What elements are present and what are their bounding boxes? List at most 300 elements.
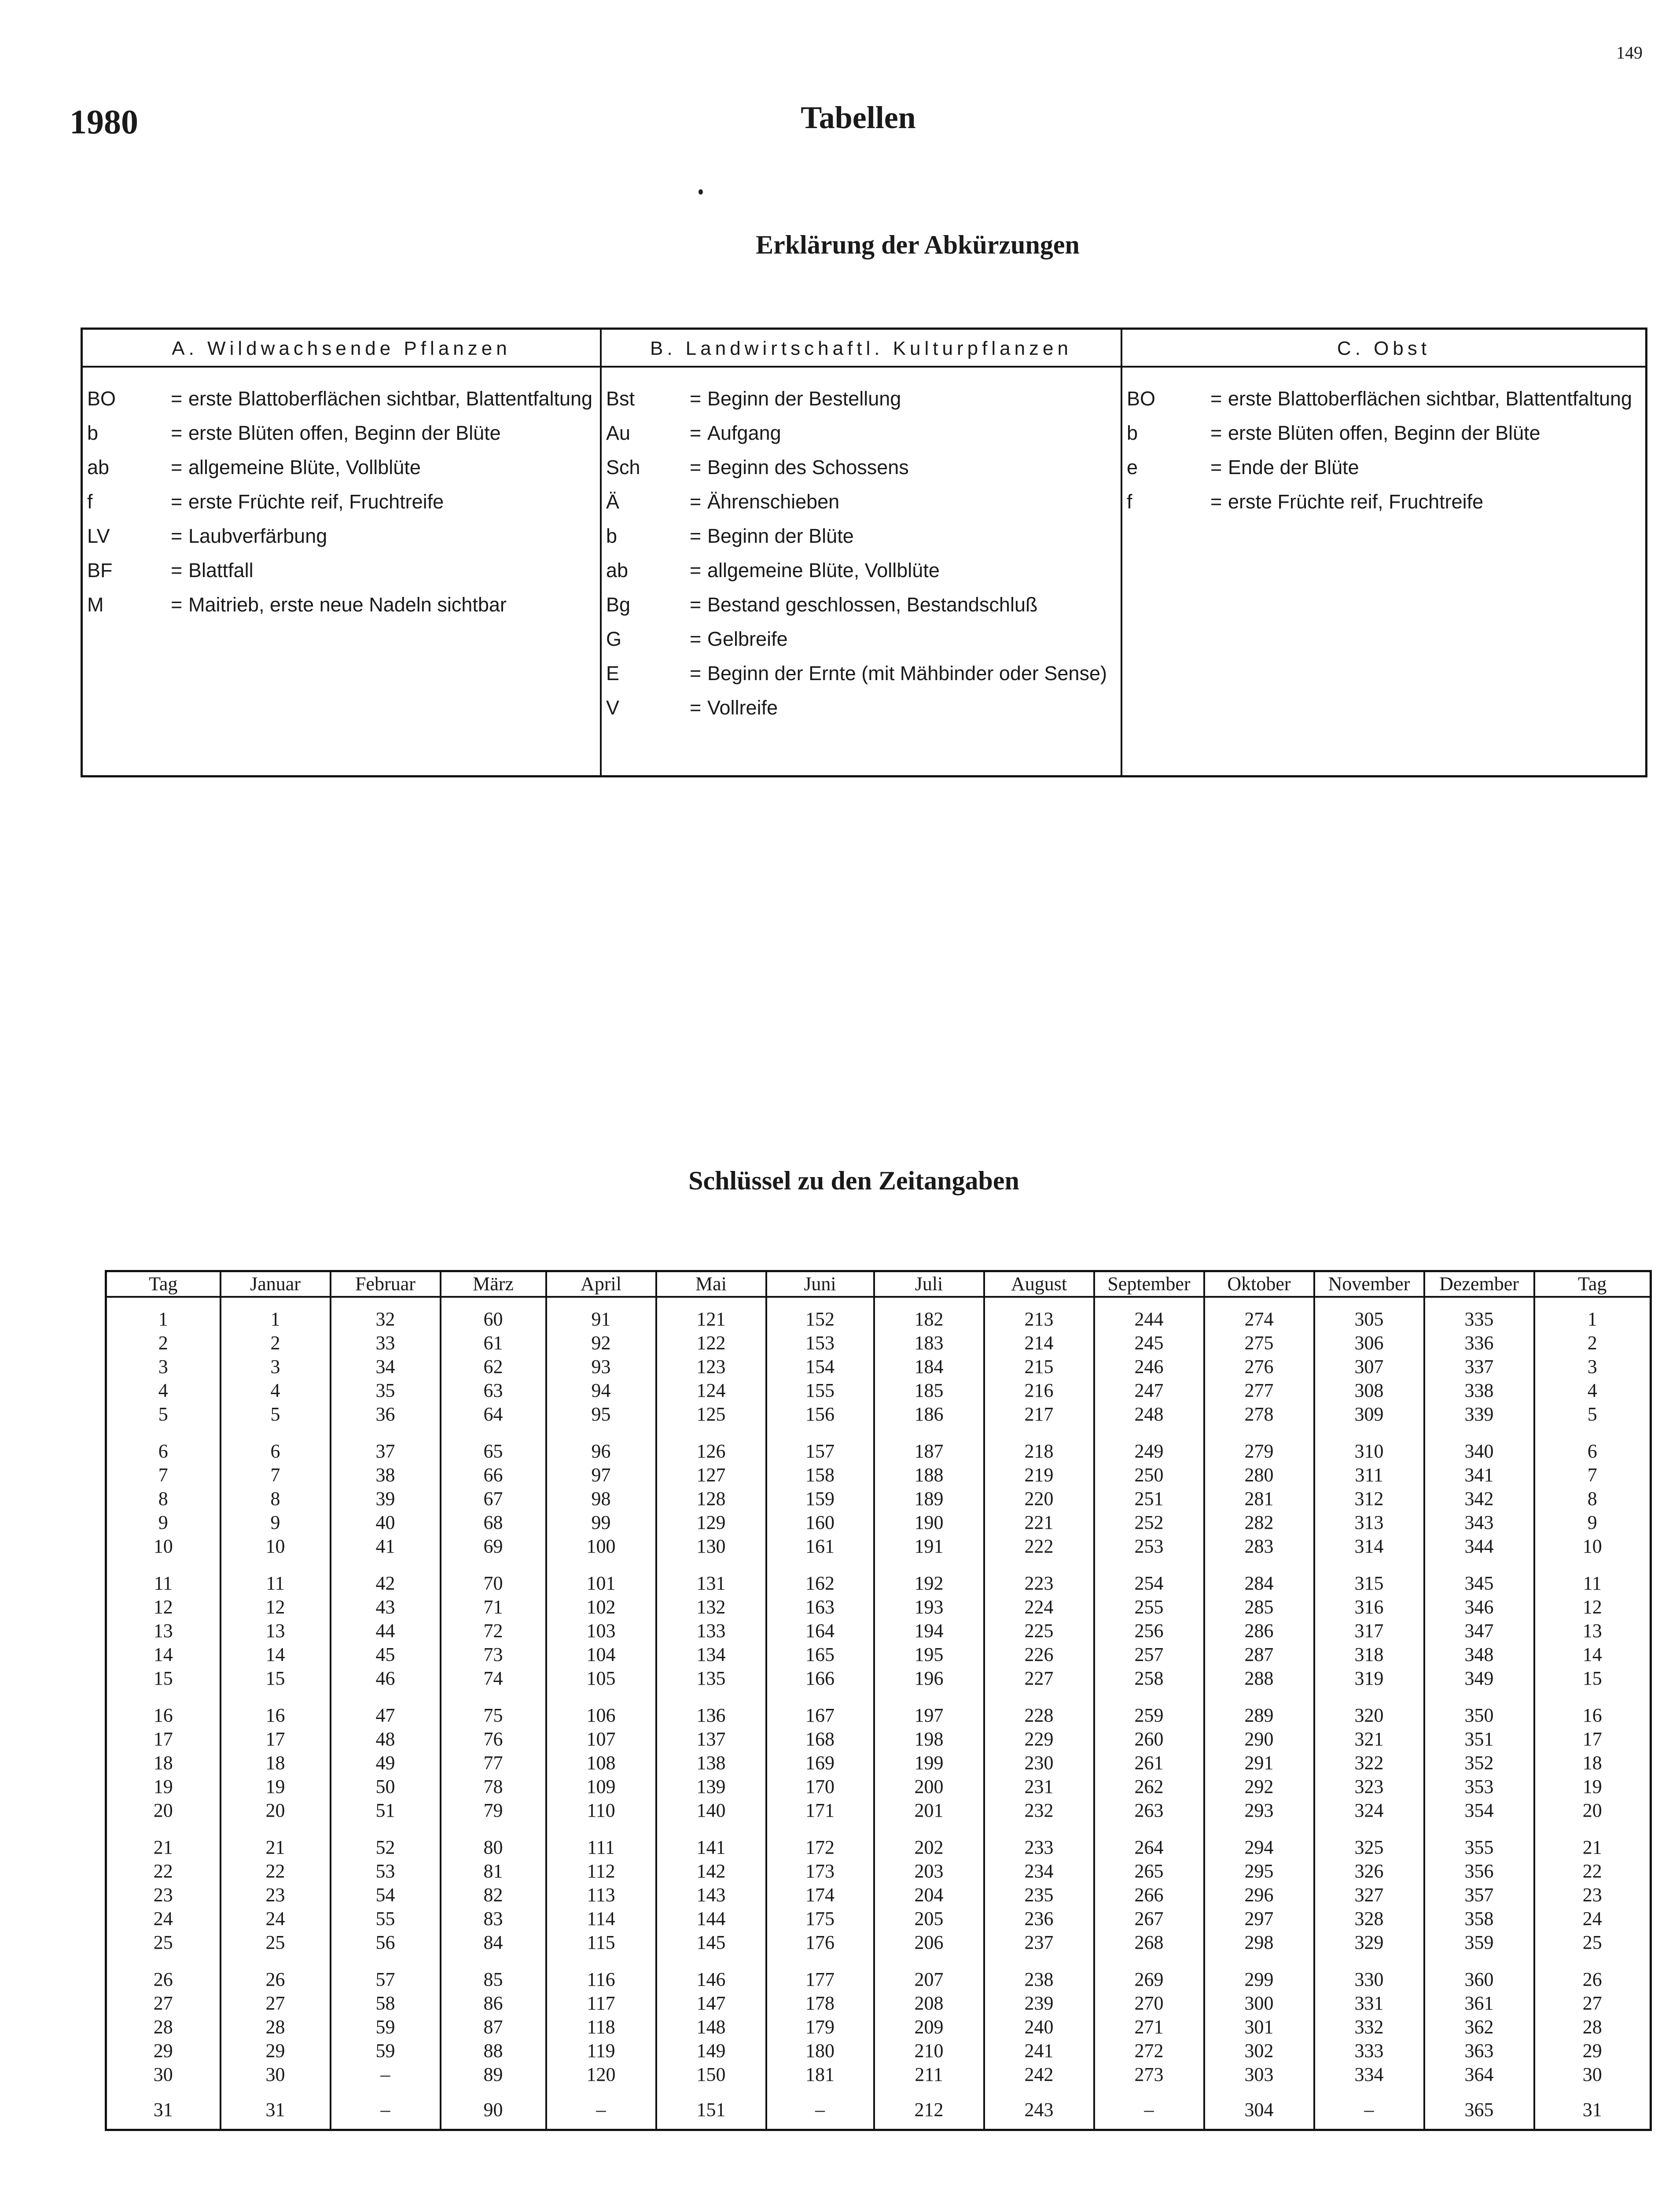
table-cell: 325 [1314,1822,1424,1859]
abbr-description: Beginn der Blüte [707,525,854,547]
table-cell: 200 [874,1775,984,1799]
table-cell: 196 [874,1667,984,1690]
abbr-item [1122,421,1645,445]
abbr-item [1122,490,1645,514]
table-cell: 282 [1204,1511,1314,1535]
abbr-code: M [87,593,104,616]
table-cell: 30 [221,2063,331,2087]
table-row [106,1619,1651,1643]
table-cell: 178 [766,1991,874,2015]
abbr-equals: = [690,490,702,513]
abbr-description: erste Blüten offen, Beginn der Blüte [188,422,501,444]
abbr-equals: = [171,593,183,616]
table-cell: 28 [1534,2015,1651,2039]
table-cell: 18 [106,1751,221,1775]
table-cell: 197 [874,1690,984,1727]
table-cell: 341 [1424,1463,1534,1487]
table-cell: 31 [106,2087,221,2130]
abbr-equals: = [1210,456,1222,478]
table-cell: 188 [874,1463,984,1487]
table-cell: 3 [106,1355,221,1379]
table-cell: 98 [546,1487,656,1511]
table-cell: 15 [106,1667,221,1690]
table-cell: 320 [1314,1690,1424,1727]
abbr-item [602,387,1121,411]
table-cell: 337 [1424,1355,1534,1379]
table-cell: 271 [1094,2015,1204,2039]
abbr-code: ab [606,559,629,582]
table-cell: 87 [441,2015,546,2039]
abbr-column-heading: A. Wildwachsende Pflanzen [83,330,600,368]
abbr-equals: = [690,696,702,719]
table-cell: 159 [766,1487,874,1511]
abbr-equals: = [690,387,702,410]
table-cell: 92 [546,1331,656,1355]
table-cell: 162 [766,1558,874,1595]
table-cell: 4 [106,1379,221,1402]
table-cell: 174 [766,1883,874,1907]
table-cell: 72 [441,1619,546,1643]
table-cell: 114 [546,1907,656,1931]
table-cell: 22 [1534,1859,1651,1883]
abbr-equals: = [690,525,702,547]
table-cell: 47 [331,1690,441,1727]
column-header: November [1314,1271,1424,1297]
table-cell: 203 [874,1859,984,1883]
table-cell: 76 [441,1727,546,1751]
table-cell: 25 [221,1931,331,1954]
table-cell: 50 [331,1775,441,1799]
abbr-equals: = [690,456,702,478]
abbr-equals: = [171,525,183,547]
table-cell: 28 [221,2015,331,2039]
table-cell: 122 [656,1331,766,1355]
table-row [106,1595,1651,1619]
table-cell: 192 [874,1558,984,1595]
abbr-code: Au [606,422,631,444]
table-row [106,1426,1651,1463]
table-cell: 168 [766,1727,874,1751]
table-cell: 172 [766,1822,874,1859]
table-cell: 326 [1314,1859,1424,1883]
table-cell: 223 [984,1558,1094,1595]
table-cell: 19 [106,1775,221,1799]
table-cell: 65 [441,1426,546,1463]
abbr-item [602,593,1121,617]
table-cell: 298 [1204,1931,1314,1954]
table-cell: 80 [441,1822,546,1859]
table-cell: 358 [1424,1907,1534,1931]
table-cell: 305 [1314,1297,1424,1331]
table-cell: 143 [656,1883,766,1907]
table-cell: 59 [331,2015,441,2039]
table-cell: 245 [1094,1331,1204,1355]
table-cell: 182 [874,1297,984,1331]
table-cell: 222 [984,1535,1094,1558]
table-cell: 10 [106,1535,221,1558]
column-header: September [1094,1271,1204,1297]
table-cell: 312 [1314,1487,1424,1511]
table-cell: 26 [221,1954,331,1991]
table-cell: 214 [984,1331,1094,1355]
table-row [106,1883,1651,1907]
table-cell: 310 [1314,1426,1424,1463]
table-row [106,1297,1651,1331]
table-cell: 328 [1314,1907,1424,1931]
table-cell: 110 [546,1799,656,1822]
table-cell: 171 [766,1799,874,1822]
table-cell: 32 [331,1297,441,1331]
table-cell: 17 [221,1727,331,1751]
abbreviations-box [81,328,1647,777]
column-header: Dezember [1424,1271,1534,1297]
table-cell: 6 [221,1426,331,1463]
table-cell: 106 [546,1690,656,1727]
table-cell: 315 [1314,1558,1424,1595]
abbr-list [1122,368,1645,514]
table-cell: 17 [106,1727,221,1751]
table-cell: 83 [441,1907,546,1931]
table-cell: 247 [1094,1379,1204,1402]
table-cell: 124 [656,1379,766,1402]
table-cell: 285 [1204,1595,1314,1619]
table-cell: 40 [331,1511,441,1535]
table-cell: 13 [1534,1619,1651,1643]
table-cell: 22 [106,1859,221,1883]
abbr-equals: = [1210,387,1222,410]
table-cell: 11 [106,1558,221,1595]
table-row [106,1558,1651,1595]
table-cell: 70 [441,1558,546,1595]
abbr-column-wild-plants [83,330,600,775]
table-cell: 281 [1204,1487,1314,1511]
table-cell: 9 [221,1511,331,1535]
table-cell: 51 [331,1799,441,1822]
abbr-code: f [1127,490,1132,513]
table-cell: 307 [1314,1355,1424,1379]
table-cell: 46 [331,1667,441,1690]
table-cell: 8 [1534,1487,1651,1511]
table-cell: 170 [766,1775,874,1799]
table-body [106,1297,1651,2130]
table-cell: 148 [656,2015,766,2039]
table-cell: 17 [1534,1727,1651,1751]
table-cell: 257 [1094,1643,1204,1667]
table-cell: 229 [984,1727,1094,1751]
table-cell: 233 [984,1822,1094,1859]
table-cell: 163 [766,1595,874,1619]
abbr-item [602,696,1121,720]
abbr-code: BO [1127,387,1156,410]
table-cell: 64 [441,1402,546,1426]
table-cell: 258 [1094,1667,1204,1690]
table-cell: 2 [221,1331,331,1355]
table-cell: 309 [1314,1402,1424,1426]
abbr-item [1122,456,1645,479]
table-cell: 308 [1314,1379,1424,1402]
table-cell: 262 [1094,1775,1204,1799]
table-cell: 113 [546,1883,656,1907]
table-row [106,1667,1651,1690]
abbr-description: Aufgang [707,422,781,444]
abbr-description: Ährenschieben [707,490,840,513]
table-cell: 26 [1534,1954,1651,1991]
table-cell: 201 [874,1799,984,1822]
table-cell: 256 [1094,1619,1204,1643]
abbr-list [83,368,600,617]
abbr-item [1122,387,1645,411]
table-cell: 54 [331,1883,441,1907]
table-cell: 230 [984,1751,1094,1775]
table-cell: 62 [441,1355,546,1379]
table-cell: 69 [441,1535,546,1558]
table-cell: 12 [1534,1595,1651,1619]
table-cell: 111 [546,1822,656,1859]
table-cell: 357 [1424,1883,1534,1907]
table-cell: 351 [1424,1727,1534,1751]
table-cell: 22 [221,1859,331,1883]
year-label: 1980 [70,103,138,141]
abbr-description: Gelbreife [707,628,788,650]
table-cell: 108 [546,1751,656,1775]
table-cell: 311 [1314,1463,1424,1487]
table-cell: 179 [766,2015,874,2039]
table-cell: 4 [221,1379,331,1402]
table-cell: 156 [766,1402,874,1426]
table-cell: 31 [221,2087,331,2130]
table-cell: 12 [221,1595,331,1619]
table-cell: 235 [984,1883,1094,1907]
table-cell: 261 [1094,1751,1204,1775]
table-cell: 34 [331,1355,441,1379]
table-cell: 33 [331,1331,441,1355]
table-cell: 296 [1204,1883,1314,1907]
table-cell: 2 [1534,1331,1651,1355]
table-cell: 348 [1424,1643,1534,1667]
table-cell: 254 [1094,1558,1204,1595]
table-cell: 360 [1424,1954,1534,1991]
abbr-item [83,593,600,617]
table-cell: 152 [766,1297,874,1331]
table-cell: 211 [874,2063,984,2087]
table-cell: 346 [1424,1595,1534,1619]
table-cell: 239 [984,1991,1094,2015]
table-cell: 153 [766,1331,874,1355]
table-cell: 118 [546,2015,656,2039]
table-cell: 302 [1204,2039,1314,2063]
key-title: Schlüssel zu den Zeitangaben [688,1166,1019,1195]
table-cell: 205 [874,1907,984,1931]
column-header: Juli [874,1271,984,1297]
table-cell: 107 [546,1727,656,1751]
table-cell: 176 [766,1931,874,1954]
table-cell: 218 [984,1426,1094,1463]
table-row [106,1727,1651,1751]
abbr-code: BO [87,387,116,410]
table-cell: 94 [546,1379,656,1402]
table-cell: 19 [221,1775,331,1799]
table-cell: 86 [441,1991,546,2015]
table-cell: 167 [766,1690,874,1727]
column-header: Februar [331,1271,441,1297]
table-cell: 198 [874,1727,984,1751]
table-row [106,1355,1651,1379]
abbr-item [83,387,600,411]
table-cell: 44 [331,1619,441,1643]
table-cell: 338 [1424,1379,1534,1402]
table-cell: 71 [441,1595,546,1619]
table-cell: 165 [766,1643,874,1667]
abbr-description: Bestand geschlossen, Bestandschluß [707,593,1038,616]
table-cell: 146 [656,1954,766,1991]
table-cell: 248 [1094,1402,1204,1426]
table-cell: 116 [546,1954,656,1991]
table-cell: 268 [1094,1931,1204,1954]
table-cell: 29 [1534,2039,1651,2063]
abbr-item [602,524,1121,548]
table-cell: 123 [656,1355,766,1379]
table-cell: 100 [546,1535,656,1558]
table-cell: 180 [766,2039,874,2063]
table-row [106,1690,1651,1727]
table-cell: 3 [1534,1355,1651,1379]
table-cell: 284 [1204,1558,1314,1595]
abbr-equals: = [690,422,702,444]
table-cell: 241 [984,2039,1094,2063]
table-cell: 195 [874,1643,984,1667]
abbr-column-heading: B. Landwirtschaftl. Kulturpflanzen [602,330,1121,368]
table-row [106,1954,1651,1991]
table-cell: 273 [1094,2063,1204,2087]
table-cell: 189 [874,1487,984,1511]
table-cell: 342 [1424,1487,1534,1511]
table-cell: 14 [1534,1643,1651,1667]
table-cell: 210 [874,2039,984,2063]
table-cell: 363 [1424,2039,1534,2063]
table-row [106,1643,1651,1667]
table-row [106,2063,1651,2087]
abbr-description: Maitrieb, erste neue Nadeln sichtbar [188,593,507,616]
abbr-code: b [606,525,618,547]
abbr-code: LV [87,525,110,547]
table-cell: 13 [106,1619,221,1643]
table-cell: 244 [1094,1297,1204,1331]
table-cell: 5 [106,1402,221,1426]
table-cell: 2 [106,1331,221,1355]
table-cell: 350 [1424,1690,1534,1727]
abbr-description: erste Blattoberflächen sichtbar, Blattentfaltung [188,387,593,410]
table-cell: 332 [1314,2015,1424,2039]
table-cell: 49 [331,1751,441,1775]
table-cell: 136 [656,1690,766,1727]
table-cell: 53 [331,1859,441,1883]
table-cell: 249 [1094,1426,1204,1463]
table-cell: 191 [874,1535,984,1558]
table-cell: 56 [331,1931,441,1954]
table-row [106,2015,1651,2039]
abbr-description: Beginn des Schossens [707,456,909,478]
table-cell: 29 [221,2039,331,2063]
table-cell: 21 [221,1822,331,1859]
table-cell: 10 [1534,1535,1651,1558]
abbr-description: erste Blüten offen, Beginn der Blüte [1228,422,1540,444]
table-cell: 63 [441,1379,546,1402]
table-cell: 217 [984,1402,1094,1426]
table-cell: 149 [656,2039,766,2063]
table-row [106,2087,1651,2130]
table-cell: 16 [1534,1690,1651,1727]
table-cell: 216 [984,1379,1094,1402]
abbr-description: Vollreife [707,696,778,719]
abbr-item [602,627,1121,651]
table-cell: 221 [984,1511,1094,1535]
table-cell: 267 [1094,1907,1204,1931]
abbr-item [83,490,600,514]
table-cell: 145 [656,1931,766,1954]
abbr-code: f [87,490,93,513]
table-cell: 347 [1424,1619,1534,1643]
table-cell: 141 [656,1822,766,1859]
print-speck [698,189,703,195]
table-cell: – [766,2087,874,2130]
table-cell: 19 [1534,1775,1651,1799]
table-cell: 364 [1424,2063,1534,2087]
table-cell: 294 [1204,1822,1314,1859]
table-cell: 158 [766,1463,874,1487]
table-cell: 272 [1094,2039,1204,2063]
table-cell: 127 [656,1463,766,1487]
table-cell: – [1314,2087,1424,2130]
table-cell: 226 [984,1643,1094,1667]
table-cell: 37 [331,1426,441,1463]
table-cell: 93 [546,1355,656,1379]
abbr-item [83,524,600,548]
table-cell: 57 [331,1954,441,1991]
abbr-description: erste Blattoberflächen sichtbar, Blattentfaltung [1228,387,1632,410]
abbr-item [602,662,1121,685]
table-cell: 231 [984,1775,1094,1799]
table-cell: 67 [441,1487,546,1511]
table-cell: 287 [1204,1643,1314,1667]
table-cell: 139 [656,1775,766,1799]
table-cell: 263 [1094,1799,1204,1822]
abbr-code: G [606,628,622,650]
table-cell: 7 [221,1463,331,1487]
table-cell: 16 [221,1690,331,1727]
table-cell: 21 [106,1822,221,1859]
page-title: Tabellen [801,100,916,135]
table-header-row [106,1271,1651,1297]
table-cell: 58 [331,1991,441,2015]
table-cell: 96 [546,1426,656,1463]
table-cell: 232 [984,1799,1094,1822]
table-cell: 240 [984,2015,1094,2039]
table-cell: 208 [874,1991,984,2015]
table-cell: 260 [1094,1727,1204,1751]
table-cell: 292 [1204,1775,1314,1799]
table-cell: 95 [546,1402,656,1426]
table-cell: 266 [1094,1883,1204,1907]
table-cell: 85 [441,1954,546,1991]
table-cell: 109 [546,1775,656,1799]
table-cell: 24 [221,1907,331,1931]
abbr-item [83,559,600,582]
table-cell: 6 [106,1426,221,1463]
table-cell: – [546,2087,656,2130]
table-cell: 60 [441,1297,546,1331]
abbr-item [83,456,600,479]
table-cell: 193 [874,1595,984,1619]
